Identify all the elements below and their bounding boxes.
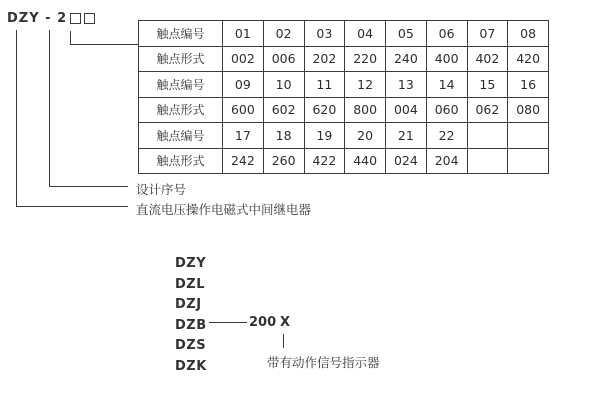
- table-cell: 07: [467, 21, 508, 47]
- table-cell: 05: [386, 21, 427, 47]
- table-cell: 03: [304, 21, 345, 47]
- table-cell: 16: [508, 72, 549, 98]
- table-cell: 004: [386, 97, 427, 123]
- contact-lookup-table: [138, 20, 549, 174]
- table-cell: 024: [386, 148, 427, 174]
- table-cell: 220: [345, 46, 386, 72]
- series-item-dzs: DZS: [175, 338, 207, 353]
- table-cell: 18: [263, 123, 304, 149]
- table-cell: 602: [263, 97, 304, 123]
- table-cell: 22: [426, 123, 467, 149]
- table-cell: 062: [467, 97, 508, 123]
- row-header: 触点编号: [139, 21, 223, 47]
- table-cell: 20: [345, 123, 386, 149]
- x-indicator-line: [283, 334, 284, 348]
- table-cell: 21: [386, 123, 427, 149]
- connector-relay-type-vertical: [16, 30, 17, 207]
- table-row: [139, 97, 549, 123]
- model-code-text: DZY - 2: [7, 11, 68, 26]
- table-cell: 04: [345, 21, 386, 47]
- dzb-dash-line: [209, 322, 247, 323]
- table-cell: [467, 123, 508, 149]
- table-row: [139, 21, 549, 47]
- table-cell: 14: [426, 72, 467, 98]
- table-cell: 08: [508, 21, 549, 47]
- design-serial-label: 设计序号: [136, 182, 187, 197]
- table-cell: 13: [386, 72, 427, 98]
- series-item-dzj: DZJ: [175, 297, 202, 312]
- table-cell: [508, 123, 549, 149]
- table-cell: 600: [223, 97, 264, 123]
- row-header: 触点形式: [139, 148, 223, 174]
- connector-table-horizontal: [70, 44, 139, 45]
- table-cell: 06: [426, 21, 467, 47]
- table-cell: 02: [263, 21, 304, 47]
- table-cell: [467, 148, 508, 174]
- table-cell: 09: [223, 72, 264, 98]
- table-cell: 15: [467, 72, 508, 98]
- indicator-note: 带有动作信号指示器: [267, 355, 380, 370]
- table-cell: 800: [345, 97, 386, 123]
- table-cell: 240: [386, 46, 427, 72]
- series-list: [175, 254, 207, 377]
- dzb-suffix-value: 200: [249, 315, 277, 330]
- table-cell: 204: [426, 148, 467, 174]
- table-cell: 620: [304, 97, 345, 123]
- table-row: [139, 123, 549, 149]
- table-cell: [508, 148, 549, 174]
- table-row: [139, 46, 549, 72]
- row-header: 触点形式: [139, 46, 223, 72]
- table-cell: 19: [304, 123, 345, 149]
- model-digit-box-1: [70, 13, 81, 24]
- table-cell: 01: [223, 21, 264, 47]
- table-cell: 17: [223, 123, 264, 149]
- connector-design-serial-vertical: [49, 30, 50, 187]
- model-digit-box-2: [84, 13, 95, 24]
- series-item-dzl: DZL: [175, 276, 206, 292]
- table-cell: 400: [426, 46, 467, 72]
- table-cell: 420: [508, 46, 549, 72]
- table-cell: 002: [223, 46, 264, 72]
- connector-relay-type-horizontal: [16, 206, 128, 207]
- table-row: [139, 148, 549, 174]
- connector-table-vertical: [70, 31, 71, 45]
- table-cell: 202: [304, 46, 345, 72]
- row-header: 触点编号: [139, 72, 223, 98]
- series-item-dzy: DZY: [175, 256, 207, 271]
- table-row: [139, 72, 549, 98]
- table-cell: 060: [426, 97, 467, 123]
- table-cell: 080: [508, 97, 549, 123]
- connector-design-serial-horizontal: [49, 186, 128, 187]
- relay-type-label: 直流电压操作电磁式中间继电器: [136, 202, 312, 217]
- table-cell: 006: [263, 46, 304, 72]
- table-cell: 260: [263, 148, 304, 174]
- table-cell: 242: [223, 148, 264, 174]
- table-cell: 12: [345, 72, 386, 98]
- table-cell: 440: [345, 148, 386, 174]
- dzb-suffix-x: X: [280, 315, 291, 330]
- table-cell: 422: [304, 148, 345, 174]
- series-item-dzb: DZB: [175, 317, 207, 333]
- row-header: 触点编号: [139, 123, 223, 149]
- table-cell: 11: [304, 72, 345, 98]
- table-cell: 10: [263, 72, 304, 98]
- series-item-dzk: DZK: [175, 358, 207, 374]
- table-cell: 402: [467, 46, 508, 72]
- model-code: [7, 11, 95, 26]
- row-header: 触点形式: [139, 97, 223, 123]
- contact-table-body: [139, 21, 549, 174]
